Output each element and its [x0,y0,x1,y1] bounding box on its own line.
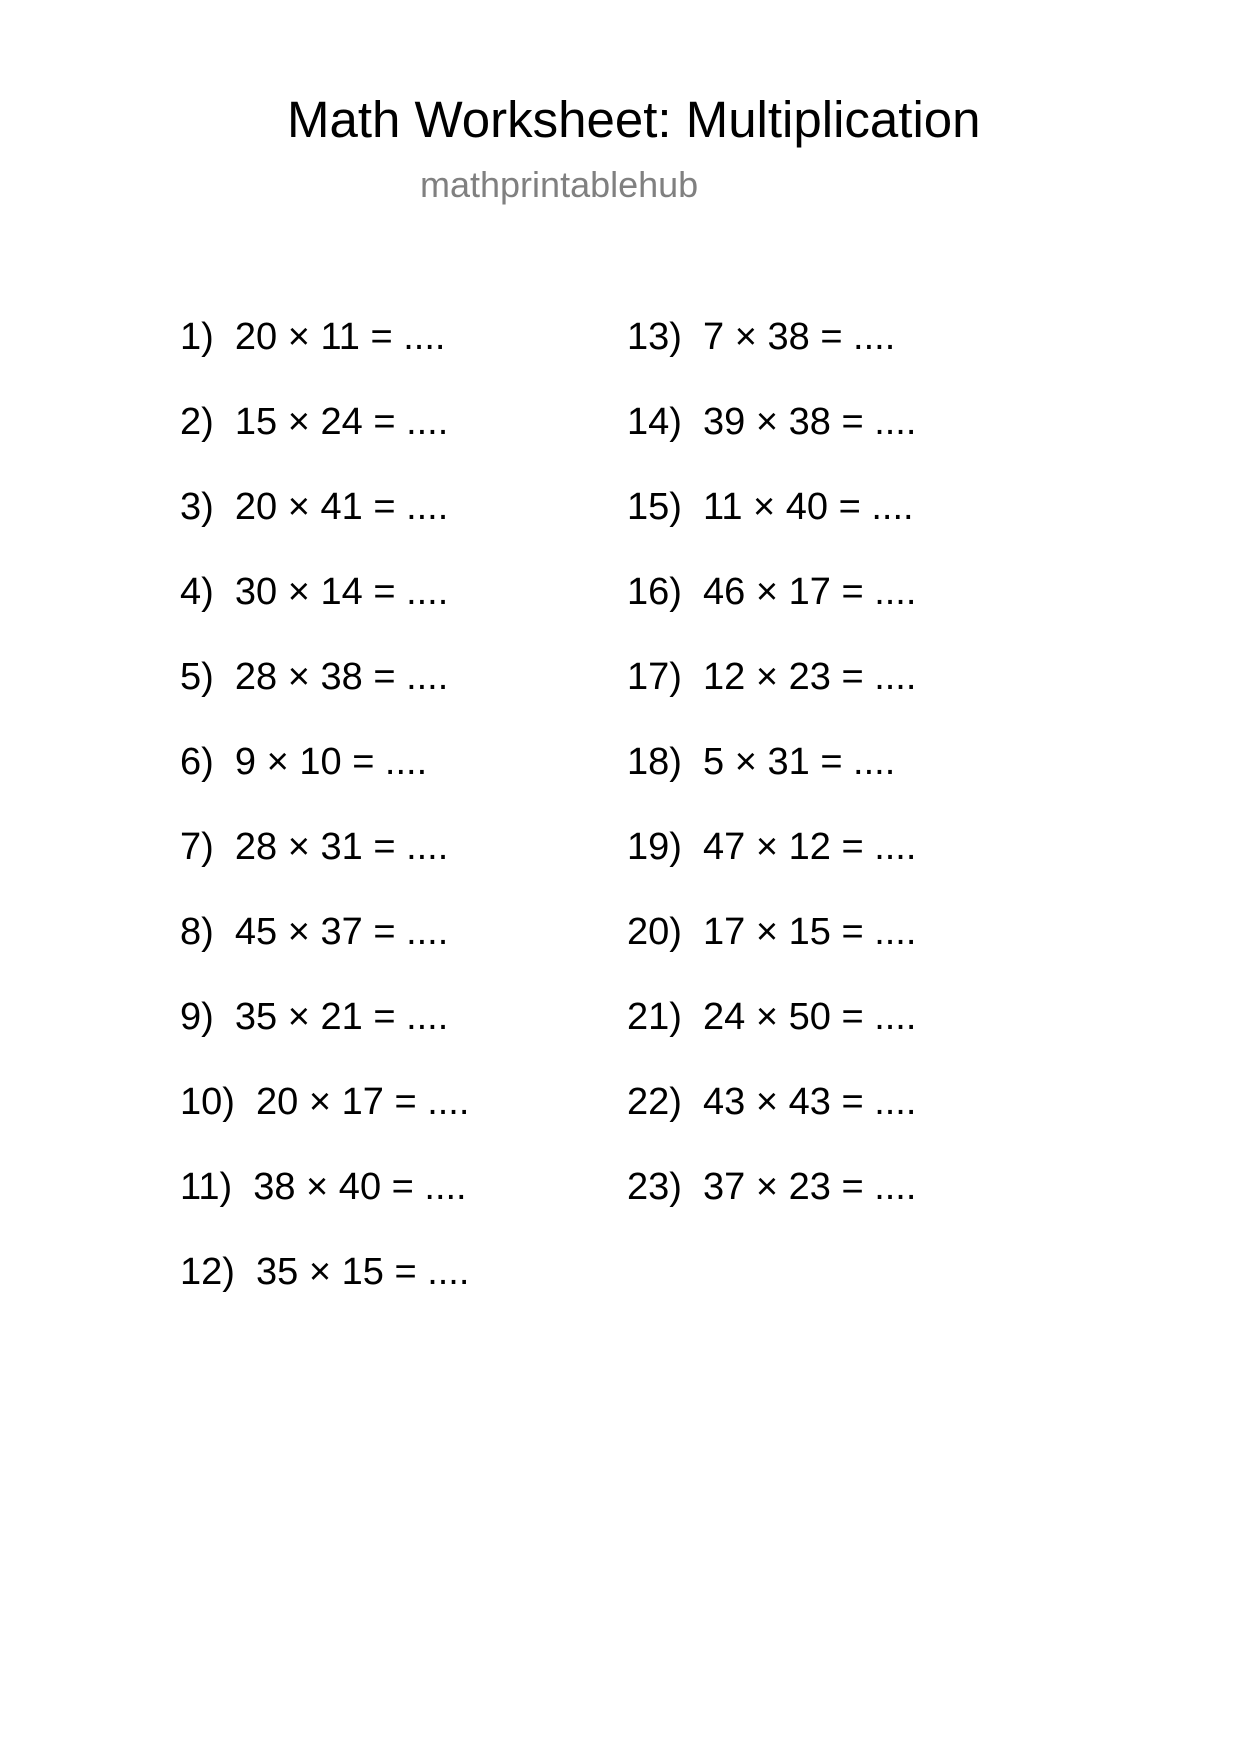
problem-number: 21) [627,996,682,1038]
problem-expression: 28 × 31 = .... [234,826,449,868]
problem-item [180,550,469,635]
spacer [682,316,703,358]
problem-item [180,380,469,465]
spacer [214,401,235,443]
problems-column-right [627,295,916,1230]
problem-item [627,635,916,720]
problem-number: 17) [627,656,682,698]
problem-number: 19) [627,826,682,868]
spacer [682,911,703,953]
problem-item [180,1145,469,1230]
problem-expression: 24 × 50 = .... [703,996,917,1038]
problem-number: 2) [180,401,214,443]
problem-item [627,465,916,550]
problem-expression: 12 × 23 = .... [703,656,917,698]
spacer [682,996,703,1038]
spacer [214,826,235,868]
problem-expression: 38 × 40 = .... [253,1166,467,1208]
problem-item [627,1060,916,1145]
problems-column-left [180,295,469,1315]
problem-item [180,720,469,805]
spacer [682,486,703,528]
problem-item [627,550,916,635]
problem-expression: 46 × 17 = .... [703,571,917,613]
problem-number: 14) [627,401,682,443]
problem-expression: 35 × 15 = .... [256,1251,470,1293]
problem-number: 7) [180,826,214,868]
problem-number: 22) [627,1081,682,1123]
problem-expression: 11 × 40 = .... [703,486,914,528]
problem-item [180,1230,469,1315]
problem-item [627,380,916,465]
problem-expression: 5 × 31 = .... [703,741,896,783]
spacer [232,1166,253,1208]
spacer [214,656,235,698]
spacer [682,741,703,783]
problem-expression: 7 × 38 = .... [703,316,896,358]
problem-expression: 37 × 23 = .... [703,1166,917,1208]
problem-item [627,720,916,805]
problem-expression: 45 × 37 = .... [234,911,449,953]
problem-item [627,890,916,975]
problem-expression: 39 × 38 = .... [703,401,917,443]
problem-number: 6) [180,741,214,783]
spacer [682,1166,703,1208]
problem-expression: 15 × 24 = .... [234,401,449,443]
problem-number: 3) [180,486,214,528]
spacer [214,316,235,358]
problem-number: 8) [180,911,214,953]
problem-number: 18) [627,741,682,783]
problem-expression: 17 × 15 = .... [703,911,917,953]
problem-item [180,635,469,720]
spacer [682,401,703,443]
problem-number: 15) [627,486,682,528]
problem-item [180,890,469,975]
problem-item [627,1145,916,1230]
problem-item [180,295,469,380]
spacer [214,486,235,528]
problem-item [627,805,916,890]
problem-expression: 47 × 12 = .... [703,826,917,868]
problem-number: 23) [627,1166,682,1208]
spacer [682,826,703,868]
problem-expression: 20 × 11 = .... [234,316,446,358]
problem-number: 11) [180,1166,233,1208]
problem-expression: 20 × 17 = .... [256,1081,470,1123]
problem-number: 12) [180,1251,235,1293]
problem-expression: 20 × 41 = .... [234,486,449,528]
problem-expression: 9 × 10 = .... [234,741,428,783]
problem-item [180,805,469,890]
problem-item [180,975,469,1060]
problem-expression: 43 × 43 = .... [703,1081,917,1123]
spacer [214,571,235,613]
spacer [682,1081,703,1123]
problem-number: 20) [627,911,682,953]
problem-expression: 30 × 14 = .... [234,571,449,613]
problem-number: 10) [180,1081,235,1123]
problem-number: 5) [180,656,214,698]
spacer [235,1251,256,1293]
problem-item [627,295,916,380]
problem-number: 9) [180,996,214,1038]
spacer [235,1081,256,1123]
spacer [214,996,235,1038]
problem-number: 4) [180,571,214,613]
spacer [214,911,235,953]
spacer [682,656,703,698]
worksheet-source: mathprintablehub [420,164,699,205]
problem-number: 16) [627,571,682,613]
problem-expression: 28 × 38 = .... [234,656,449,698]
worksheet-title: Math Worksheet: Multiplication [287,91,981,148]
problem-number: 13) [627,316,682,358]
spacer [214,741,235,783]
problem-item [180,465,469,550]
problem-expression: 35 × 21 = .... [234,996,449,1038]
problem-item [180,1060,469,1145]
problem-item [627,975,916,1060]
problem-number: 1) [180,316,214,358]
spacer [682,571,703,613]
